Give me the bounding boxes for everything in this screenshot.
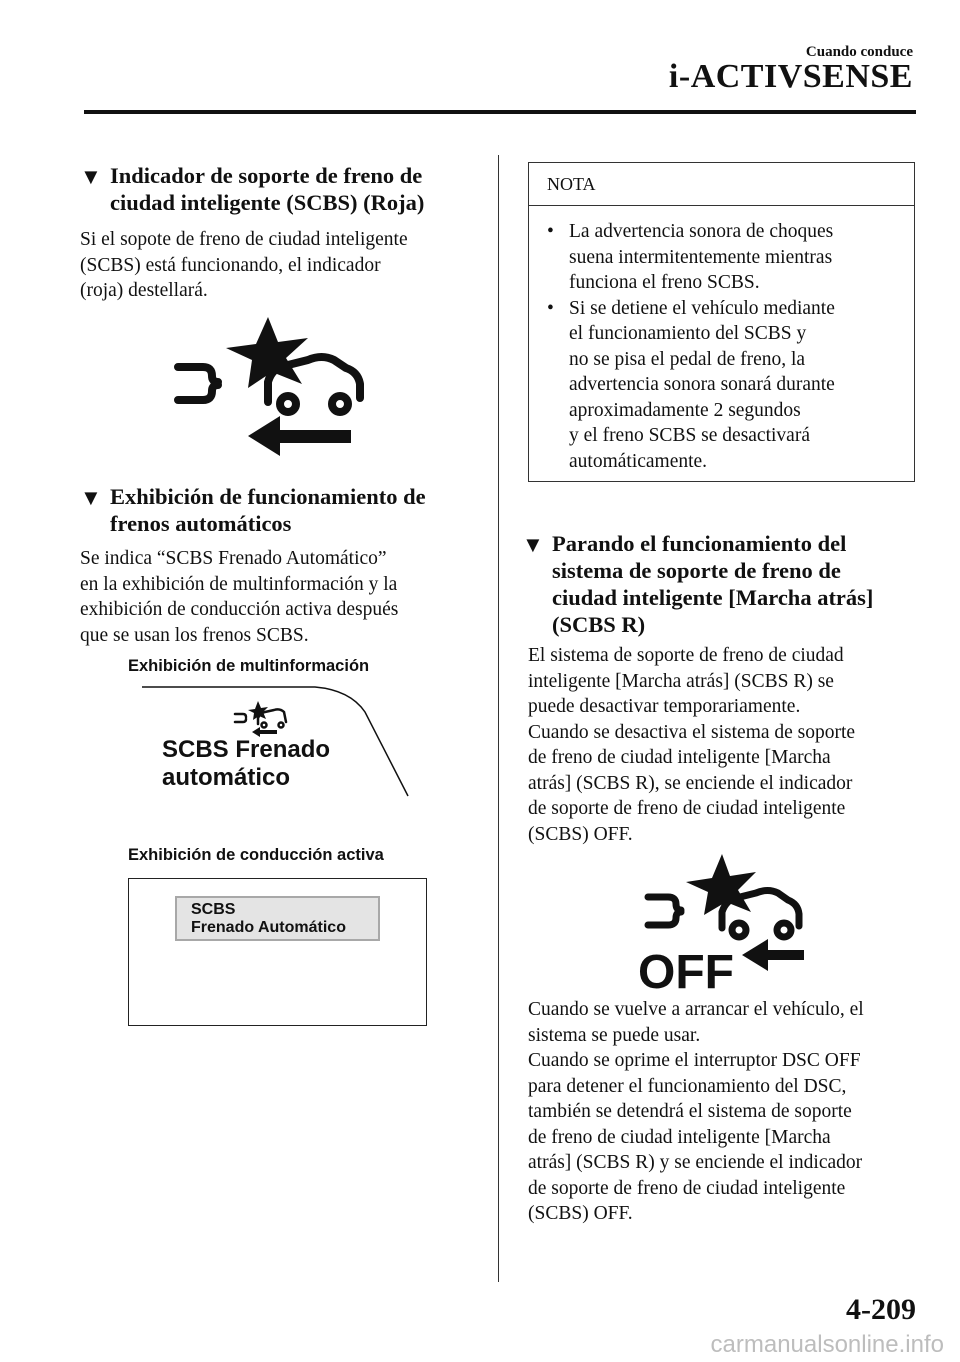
watermark: carmanualsonline.info (710, 1331, 944, 1358)
section3-heading: ▼ Parando el funcionamiento del sistema de soporte de freno de ciudad inteligente [Marcha atrás] (SCBS R) (522, 531, 874, 637)
multiinfo-display-label: Exhibición de multinformación (128, 657, 370, 675)
active-driving-display-frame (128, 878, 427, 1026)
scbs-off-icon (638, 852, 808, 992)
note-box (528, 162, 915, 482)
section3-body-2: Cuando se vuelve a arrancar el vehículo, el sistema se puede usar. Cuando se oprime el interruptor DSC OFF para detener el funcionamiento del DSC, también se detendrá el sistema de soporte de freno de ciudad inteligente [Marcha atrás] (SCBS R) y se enciende el indicador de soporte de freno de ciudad inteligente (SCBS) OFF. (528, 999, 864, 1224)
scbs-small-icon (232, 700, 288, 738)
note-item: • Si se detiene el vehículo mediante el funcionamiento del SCBS y no se pisa el pedal de freno, la advertencia sonora sonará durante aproximadamente 2 segundos y el freno SCBS se desactivará automáticamente. (547, 297, 835, 472)
scbs-warning-icon (168, 312, 368, 462)
section2-body: Se indica “SCBS Frenado Automático” en la exhibición de multinformación y la exhibición de conducción activa después que se usan los frenos SCBS. (80, 548, 399, 646)
section3-body-1: El sistema de soporte de freno de ciudad inteligente [Marcha atrás] (SCBS R) se puede desactivar temporariamente. Cuando se desactiva el sistema de soporte de freno de ciudad inteligente [Marcha atrás] (SCBS R), se enciende el indicador de soporte de freno de ciudad inteligente (SCBS) OFF. (528, 645, 856, 845)
triangle-marker-icon: ▼ (80, 164, 102, 189)
multiinfo-display-text: SCBS Frenado automático (162, 736, 331, 791)
triangle-marker-icon: ▼ (522, 532, 544, 557)
section2-heading: ▼ Exhibición de funcionamiento de frenos automáticos (80, 484, 426, 536)
chapter-title: Cuando conduce (805, 44, 913, 60)
header-rule (84, 110, 916, 114)
note-divider (529, 205, 914, 206)
column-divider (498, 155, 499, 1282)
active-driving-display-label: Exhibición de conducción activa (128, 846, 384, 864)
triangle-marker-icon: ▼ (80, 485, 102, 510)
section1-heading: ▼ Indicador de soporte de freno de ciudad inteligente (SCBS) (Roja) (80, 163, 425, 215)
bullet-icon: • (547, 297, 554, 319)
section1-body: Si el sopote de freno de ciudad inteligente (SCBS) está funcionando, el indicador (roja) destellará. (80, 229, 408, 301)
note-heading: NOTA (547, 174, 596, 194)
note-item: • La advertencia sonora de choques suena intermitentemente mientras funciona el freno SCBS. (547, 221, 834, 293)
scbs-status-badge: SCBS Frenado Automático (175, 896, 380, 941)
page-number: 4-209 (846, 1293, 916, 1326)
note-body (543, 219, 835, 474)
off-label: OFF (638, 946, 734, 992)
section-title: i-ACTIVSENSE (668, 58, 913, 95)
bullet-icon: • (547, 221, 554, 242)
